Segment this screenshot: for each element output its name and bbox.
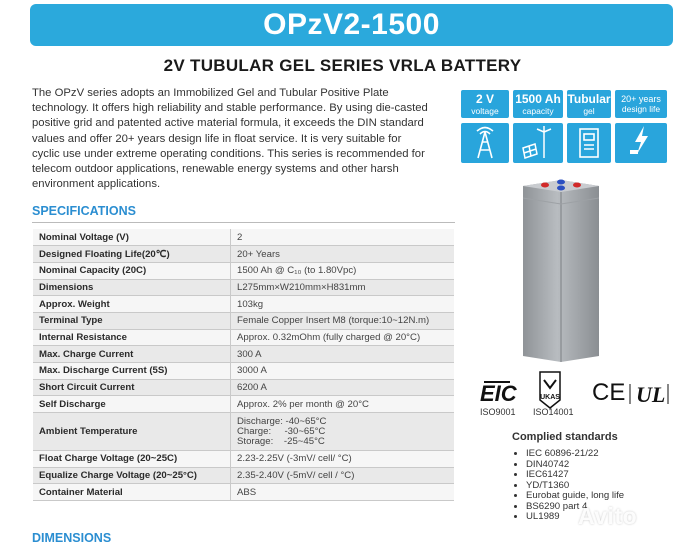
spec-label: Max. Discharge Current (5S) xyxy=(33,363,231,380)
svg-text:CE: CE xyxy=(592,379,626,406)
gel-badge xyxy=(567,90,611,118)
badge-value: 1500 Ah xyxy=(515,91,561,106)
table-row xyxy=(33,279,454,296)
spec-label: Terminal Type xyxy=(33,312,231,329)
divider xyxy=(32,222,455,223)
spec-value: 20+ Years xyxy=(231,246,455,263)
spec-value-line: Charge: -30~65°C xyxy=(237,425,326,437)
cabinet-icon xyxy=(567,123,611,163)
spec-value: Female Copper Insert M8 (torque:10~12N.m) xyxy=(231,312,455,329)
badge-caption: voltage xyxy=(471,105,499,116)
telecom-tower-icon xyxy=(461,123,509,163)
list-item: • BS6290 part 4 xyxy=(526,502,624,513)
list-item: • YD/T1360 xyxy=(526,481,624,492)
table-row xyxy=(33,484,454,501)
table-row xyxy=(33,312,454,329)
table-row xyxy=(33,363,454,380)
list-item: • Eurobat guide, long life xyxy=(526,491,624,502)
spec-value-line: Discharge: -40~65°C xyxy=(237,415,327,427)
specifications-table xyxy=(33,229,454,501)
badge-value: 20+ years xyxy=(621,94,661,104)
list-item: • IEC 60896-21/22 xyxy=(526,449,624,460)
spec-label: Internal Resistance xyxy=(33,329,231,346)
badge-value: Tubular xyxy=(567,91,611,106)
table-row xyxy=(33,451,454,468)
battery-product-image xyxy=(515,168,605,368)
spec-value-line: Storage: -25~45°C xyxy=(237,435,325,447)
table-row xyxy=(33,379,454,396)
spec-value: 2.23-2.25V (-3mV/ cell/ °C) xyxy=(231,451,455,468)
spec-label: Max. Charge Current xyxy=(33,346,231,363)
table-row xyxy=(33,229,454,246)
spec-value: 103kg xyxy=(231,296,455,313)
product-subtitle: 2V TUBULAR GEL SERIES VRLA BATTERY xyxy=(163,56,522,75)
standards-heading: Complied standards xyxy=(512,431,618,443)
spec-value: 6200 A xyxy=(231,379,455,396)
solar-wind-icon xyxy=(513,123,563,163)
product-title: OPzV2-1500 xyxy=(263,8,440,41)
design-life-badge xyxy=(615,90,667,118)
table-row xyxy=(33,296,454,313)
specifications-heading: SPECIFICATIONS xyxy=(32,204,136,218)
spec-label: Self Discharge xyxy=(33,396,231,413)
table-row xyxy=(33,246,454,263)
iso14001-label: ISO14001 xyxy=(533,407,574,417)
spec-label: Nominal Voltage (V) xyxy=(33,229,231,246)
spec-label: Designed Floating Life(20℃) xyxy=(33,246,231,263)
voltage-badge xyxy=(461,90,509,118)
ce-mark xyxy=(592,379,625,406)
spec-value: Approx. 2% per month @ 20°C xyxy=(231,396,455,413)
spec-value xyxy=(231,413,455,451)
title-banner xyxy=(30,4,673,46)
spec-label: Ambient Temperature xyxy=(33,413,231,451)
iso9001-label: ISO9001 xyxy=(480,407,516,417)
capacity-badge xyxy=(513,90,563,118)
spec-label: Short Circuit Current xyxy=(33,379,231,396)
application-icons xyxy=(461,123,667,163)
spec-label: Nominal Capacity (20C) xyxy=(33,262,231,279)
spec-label: Float Charge Voltage (20~25C) xyxy=(33,451,231,468)
badge-caption: design life xyxy=(621,104,661,114)
spec-value: 2 xyxy=(231,229,455,246)
ukas-text: UKAS xyxy=(540,394,560,401)
plug-lightning-icon xyxy=(615,123,667,163)
dimensions-heading: DIMENSIONS xyxy=(32,531,112,545)
spec-value: 3000 A xyxy=(231,363,455,380)
list-item: • IEC61427 xyxy=(526,470,624,481)
list-item: • DIN40742 xyxy=(526,460,624,471)
svg-text:EIC: EIC xyxy=(480,381,517,406)
spec-value: Approx. 0.32mOhm (fully charged @ 20°C) xyxy=(231,329,455,346)
spec-label: Dimensions xyxy=(33,279,231,296)
table-row xyxy=(33,396,454,413)
table-row xyxy=(33,413,454,451)
spec-value: ABS xyxy=(231,484,455,501)
spec-label: Container Material xyxy=(33,484,231,501)
watermark-logo: Avito xyxy=(578,503,638,529)
table-row xyxy=(33,467,454,484)
spec-value: L275mm×W210mm×H831mm xyxy=(231,279,455,296)
spec-value: 1500 Ah @ C₁₀ (to 1.80Vpc) xyxy=(231,262,455,279)
badge-caption: gel xyxy=(583,105,595,116)
ul-mark xyxy=(630,382,668,407)
badge-value: 2 V xyxy=(475,91,494,106)
eic-logo xyxy=(480,381,518,406)
svg-text:UL: UL xyxy=(636,382,666,407)
badge-caption: capacity xyxy=(522,105,554,116)
table-row xyxy=(33,329,454,346)
spec-value: 2.35-2.40V (-5mV/ cell / °C) xyxy=(231,467,455,484)
intro-paragraph: The OPzV series adopts an Immobilized Gel and Tubular Positive Plate technology. It offers high reliability and stable performance. By using die-casted positive grid and patented active material formula, it exceeds the DIN standard values and offer 20+ years design life in float service. It is very suitable for cyclic use under extreme operating conditions. This series is recommended for telecom outdoor applications, renewable energy systems and other harsh environment applications. xyxy=(32,87,428,191)
feature-badges xyxy=(461,90,667,118)
ukas-logo xyxy=(540,372,560,408)
spec-label: Equalize Charge Voltage (20~25°C) xyxy=(33,467,231,484)
table-row xyxy=(33,262,454,279)
table-row xyxy=(33,346,454,363)
spec-value: 300 A xyxy=(231,346,455,363)
spec-label: Approx. Weight xyxy=(33,296,231,313)
list-item: • UL1989 xyxy=(526,512,624,523)
